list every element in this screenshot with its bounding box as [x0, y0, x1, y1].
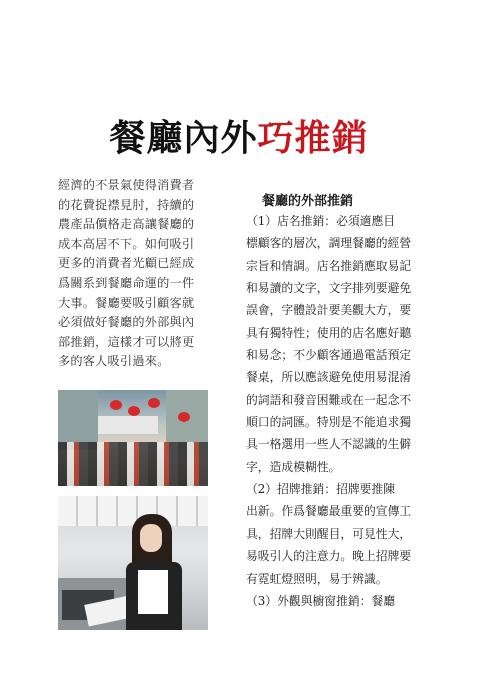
body-line: 具，招牌大則醒目，可見性大，	[246, 526, 412, 541]
intro-line: 部推銷，這樣才可以將更	[58, 334, 195, 349]
intro-line: 成本高居不下。如何吸引	[58, 236, 195, 251]
intro-line: 爲關系到餐廳命運的一件	[58, 275, 195, 290]
body-line: 和易讀的文字，文字排列要避免	[246, 281, 412, 296]
body-line: 具有獨特性；使用的店名應好聽	[246, 325, 412, 340]
building-shape	[58, 390, 98, 450]
body-line: 宗旨和情調。店名推銷應取易記	[246, 258, 412, 273]
body-line: 和易念；不少顧客通過電話預定	[246, 348, 412, 363]
intro-line: 大事。餐廳要吸引顧客就	[58, 295, 195, 310]
body-line: 具一格選用一些人不認識的生僻	[246, 437, 412, 452]
intro-line: 的花費捉襟見肘，持續的	[58, 197, 195, 212]
apron-shape	[138, 570, 168, 614]
lantern-icon	[178, 412, 190, 422]
body-line: 易吸引人的注意力。晚上招牌要	[246, 549, 412, 564]
body-line: 有霓虹燈照明，易于辨識。	[246, 571, 388, 586]
lantern-icon	[110, 400, 122, 410]
lantern-icon	[128, 406, 140, 416]
body-line: 標顧客的層次，調理餐廳的經營	[246, 236, 412, 251]
face-shape	[140, 524, 162, 552]
page-title	[0, 110, 478, 161]
tent-shape	[98, 416, 158, 434]
ceiling-lights	[58, 496, 208, 526]
title-part-red: 巧推銷	[257, 117, 369, 160]
crowd-shape	[58, 442, 208, 486]
title-part-black: 餐廳內外	[109, 117, 258, 160]
section-heading: 餐廳的外部推銷	[262, 194, 354, 209]
body-line: 的詞語和發音困難或在一起念不	[246, 392, 412, 407]
body-line: 出新。作爲餐廳最重要的宣傳工	[246, 504, 412, 519]
body-line: （3）外觀與櫥窗推銷：餐廳	[246, 593, 396, 608]
intro-line: 更多的消費者光顧已經成	[58, 256, 195, 271]
intro-line: 經濟的不景氣使得消費者	[58, 178, 195, 192]
body-line: 字，造成模糊性。	[246, 459, 341, 474]
body-line: （2）招牌推銷：招牌要推陳	[246, 482, 396, 497]
body-line: 餐桌，所以應該避免使用易混淆	[246, 370, 412, 385]
body-line: 順口的詞匯。特別是不能追求獨	[246, 415, 412, 430]
body-line: （1）店名推銷：必須適應目	[246, 214, 396, 228]
body-line: 誤會，字體設計要美觀大方，要	[246, 303, 412, 318]
intro-line: 必須做好餐廳的外部與內	[58, 315, 195, 330]
waitress-photo	[58, 496, 208, 630]
intro-line: 多的客人吸引過來。	[58, 354, 170, 369]
section-body	[246, 210, 436, 612]
intro-paragraph	[58, 176, 218, 372]
lantern-icon	[148, 398, 160, 408]
intro-line: 農產品價格走高讓餐廳的	[58, 217, 195, 232]
street-crowd-photo	[58, 390, 208, 486]
